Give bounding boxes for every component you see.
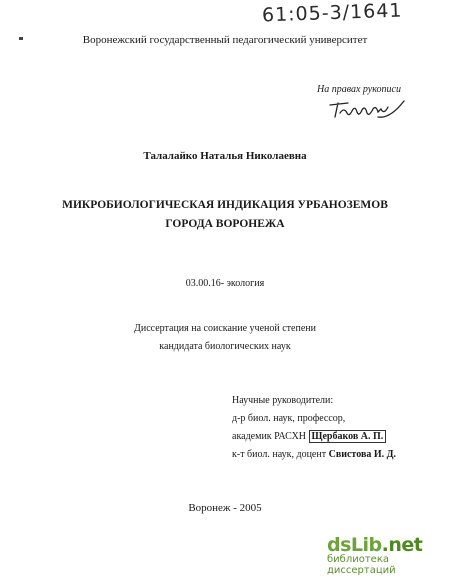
dslib-watermark <box>327 534 447 576</box>
supervisor1-prefix: академик РАСХН <box>232 431 307 442</box>
dslib-logo <box>327 534 447 556</box>
logo-main: dsLib <box>327 534 382 556</box>
degree-line-2: кандидата биологических наук <box>159 341 291 352</box>
author-name: Талалайко Наталья Николаевна <box>143 150 307 162</box>
university-name: Воронежский государственный педагогический университет <box>82 34 368 46</box>
supervisor2-line <box>232 446 396 464</box>
dissertation-title <box>0 196 450 234</box>
supervisor1-degree: д-р биол. наук, профессор, <box>232 413 346 424</box>
supervisors-label: Научные руководители: <box>232 395 334 406</box>
supervisor2-prefix: к-т биол. наук, доцент <box>232 449 327 460</box>
city-year: Воронеж - 2005 <box>188 502 262 514</box>
title-line-2: ГОРОДА ВОРОНЕЖА <box>165 218 285 230</box>
author-signature <box>326 97 406 121</box>
degree-line-1: Диссертация на соискание ученой степени <box>134 323 316 334</box>
supervisor1-name: Щербаков А. П. <box>309 430 387 443</box>
degree-statement <box>0 320 450 356</box>
specialty-code: 03.00.16- экология <box>185 278 265 289</box>
supervisors-block <box>232 392 396 464</box>
supervisor1-line <box>232 428 396 446</box>
logo-tld: .net <box>381 534 423 556</box>
supervisor2-name: Свистова И. Д. <box>328 449 397 460</box>
watermark-caption: библиотека диссертаций <box>327 554 396 576</box>
title-line-1: МИКРОБИОЛОГИЧЕСКАЯ ИНДИКАЦИЯ УРБАНОЗЕМОВ <box>62 199 388 211</box>
handwritten-catalog-number: 61:05-3/1641 <box>261 0 403 27</box>
rights-note: На правах рукописи <box>317 84 401 95</box>
